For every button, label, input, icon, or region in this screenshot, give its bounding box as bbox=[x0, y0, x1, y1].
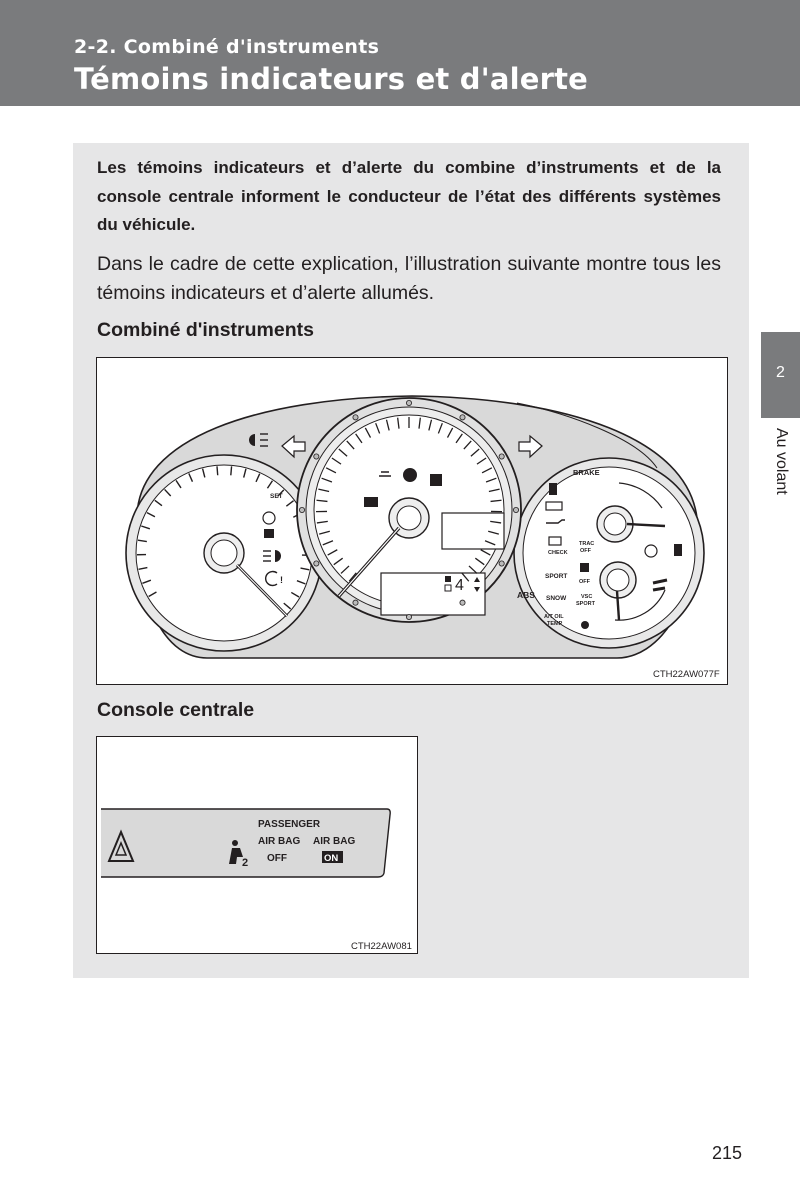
tach-tick bbox=[231, 466, 232, 475]
bezel-screw bbox=[353, 600, 358, 605]
at-oil-temp-label-2: TEMP bbox=[547, 621, 563, 627]
vsc-sport-label-1: VSC bbox=[581, 594, 593, 600]
airbag-warning-icon bbox=[581, 621, 589, 629]
trac-off-label-1: TRAC bbox=[579, 541, 595, 547]
instrument-cluster-illustration bbox=[97, 358, 727, 684]
tach-tick bbox=[217, 466, 218, 475]
cluster-figure-code: CTH22AW077F bbox=[653, 669, 720, 680]
abs-label: ABS bbox=[517, 590, 535, 600]
bezel-screw bbox=[406, 614, 411, 619]
svg-text:!: ! bbox=[280, 575, 283, 585]
passenger-label: PASSENGER bbox=[258, 819, 321, 830]
slip-indicator-icon bbox=[430, 474, 442, 486]
gear-position-indicator: 4 bbox=[455, 577, 464, 594]
passenger-airbag-off-indicator: OFF bbox=[267, 853, 287, 864]
vsc-sport-label-2: SPORT bbox=[576, 601, 595, 607]
intro-bold-paragraph: Les témoins indicateurs et d’alerte du combine d’instruments et de la console centrale informent le conducteur de l’état des différents systèmes du véhicule. bbox=[97, 158, 721, 234]
check-engine-label: CHECK bbox=[548, 550, 568, 556]
speedometer-gauge bbox=[297, 398, 521, 622]
bezel-screw bbox=[299, 507, 304, 512]
bezel-screw bbox=[314, 561, 319, 566]
bezel-screw bbox=[499, 561, 504, 566]
trac-off-label-2: OFF bbox=[580, 548, 591, 554]
manual-mode-icon bbox=[445, 576, 451, 582]
chapter-tab-number: 2 bbox=[776, 364, 785, 381]
cruise-set-label: SET bbox=[270, 493, 283, 500]
security-icon bbox=[264, 529, 274, 538]
bezel-screw bbox=[460, 600, 465, 605]
bezel-screw bbox=[406, 400, 411, 405]
intro-paragraph: Dans le cadre de cette explication, l’illustration suivante montre tous les témoins indicateurs et d’alerte allumés. bbox=[97, 253, 721, 304]
bezel-screw bbox=[314, 454, 319, 459]
at-oil-temp-label-1: A/T OIL bbox=[544, 614, 564, 620]
sport-mode-icon bbox=[445, 585, 451, 591]
chapter-header bbox=[0, 0, 800, 106]
passenger-airbag-on-indicator: ON bbox=[324, 853, 339, 864]
snow-mode-label: SNOW bbox=[546, 595, 567, 602]
brake-label: BRAKE bbox=[573, 468, 600, 477]
tachometer-gauge bbox=[126, 455, 322, 651]
center-console-illustration bbox=[97, 737, 417, 953]
console-section-title: Console centrale bbox=[97, 699, 255, 721]
chapter-tab-label: Au volant bbox=[773, 428, 790, 495]
seatbelt-reminder-icon bbox=[364, 497, 378, 507]
section-heading: 2-2. Combiné d'instruments bbox=[74, 36, 380, 58]
center-console-figure bbox=[96, 736, 418, 954]
airbag-off-label: AIR BAG bbox=[258, 836, 301, 847]
bezel-screw bbox=[460, 415, 465, 420]
sport-mode-label: SPORT bbox=[545, 573, 568, 580]
bezel-screw bbox=[499, 454, 504, 459]
airbag-on-label: AIR BAG bbox=[313, 836, 356, 847]
bezel-screw bbox=[513, 507, 518, 512]
page-number: 215 bbox=[712, 1143, 743, 1163]
page-title: Témoins indicateurs et d'alerte bbox=[74, 62, 589, 96]
vsc-off-icon bbox=[580, 563, 589, 572]
cluster-section-title: Combiné d'instruments bbox=[97, 319, 314, 341]
instrument-cluster-figure bbox=[96, 357, 728, 685]
seatbelt-warning-icon bbox=[549, 483, 557, 495]
low-fuel-icon bbox=[674, 544, 682, 556]
bezel-screw bbox=[353, 415, 358, 420]
chapter-tab[interactable] bbox=[761, 332, 800, 418]
seatbelt-seat-number: 2 bbox=[242, 857, 249, 869]
console-figure-code: CTH22AW081 bbox=[351, 941, 412, 952]
vsc-off-label: OFF bbox=[579, 579, 590, 585]
